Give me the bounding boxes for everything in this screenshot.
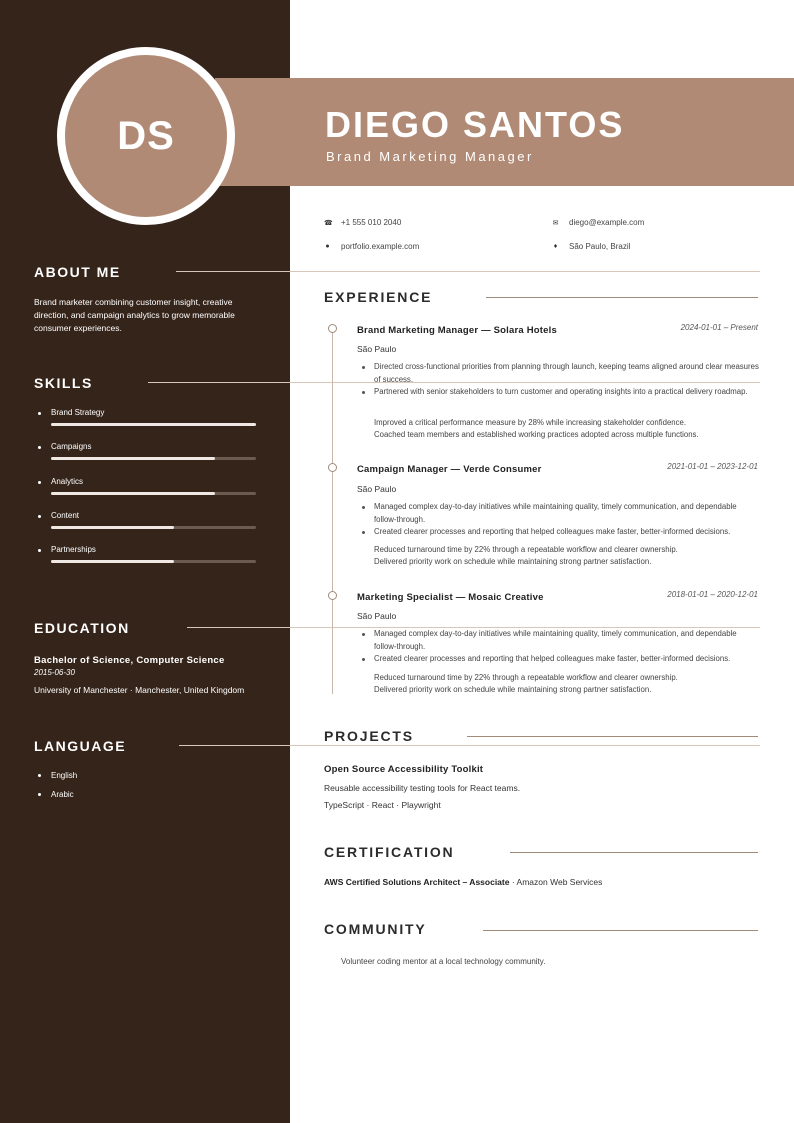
bullet-dot — [38, 774, 41, 777]
skill-label: Analytics — [51, 477, 84, 486]
job-bullet-text: Managed complex day-to-day initiatives while maintaining quality, timely communication, and dependable follow-through. — [374, 502, 737, 524]
about-text: Brand marketer combining customer insight, creative direction, and campaign analytics to grow memorable consumer experiences. — [34, 297, 235, 333]
job-title: Brand Marketing Manager — Solara Hotels — [357, 325, 557, 336]
community-divider — [483, 930, 758, 931]
skill-bar-fill — [51, 457, 215, 460]
skill-bar-fill — [51, 560, 174, 563]
link-icon: ● — [325, 243, 330, 250]
skill-label: Content — [51, 511, 80, 520]
certification-item — [324, 877, 602, 887]
skill-bar-fill — [51, 423, 256, 426]
job-achievement: Reduced turnaround time by 22% through a repeatable workflow and clearer ownership. — [374, 545, 678, 554]
bullet-dot — [362, 658, 365, 661]
skill-bar — [51, 423, 256, 426]
job-bullet — [374, 653, 760, 666]
education-date: 2015-06-30 — [34, 668, 75, 677]
skill-bar — [51, 560, 256, 563]
bullet-dot — [38, 793, 41, 796]
about-heading: ABOUT ME — [34, 264, 121, 280]
community-text: Volunteer coding mentor at a local technology community. — [341, 957, 546, 966]
project-tech: TypeScript · React · Playwright — [324, 800, 441, 810]
language-item — [38, 771, 77, 780]
job-bullet-text: Created clearer processes and reporting that helped colleagues make faster, better-informed decisions. — [374, 654, 731, 663]
bullet-dot — [362, 531, 365, 534]
contact-website[interactable] — [324, 242, 419, 251]
education-degree: Bachelor of Science, Computer Science — [34, 655, 225, 666]
project-title: Open Source Accessibility Toolkit — [324, 764, 484, 775]
timeline-node — [328, 591, 337, 600]
job-date: 2018-01-01 – 2020-12-01 — [667, 590, 758, 599]
job-title: Marketing Specialist — Mosaic Creative — [357, 592, 544, 603]
skill-bar — [51, 526, 256, 529]
contact-phone[interactable] — [324, 218, 401, 227]
avatar-initials: DS — [117, 113, 175, 158]
education-school: University of Manchester · Manchester, United Kingdom — [34, 685, 245, 695]
job-bullet — [374, 628, 760, 653]
skill-bar-fill — [51, 526, 174, 529]
contact-website-text: portfolio.example.com — [341, 242, 420, 251]
experience-divider — [486, 297, 758, 298]
language-label: Arabic — [51, 790, 74, 799]
bullet-dot — [362, 366, 365, 369]
certification-heading: CERTIFICATION — [324, 844, 455, 860]
job-location: São Paulo — [357, 344, 397, 354]
skill-label: Partnerships — [51, 545, 96, 554]
job-date: 2021-01-01 – 2023-12-01 — [667, 462, 758, 471]
language-label: English — [51, 771, 78, 780]
job-bullet — [374, 361, 760, 386]
job-achievement: Delivered priority work on schedule while maintaining strong partner satisfaction. — [374, 557, 652, 566]
job-bullet — [374, 501, 760, 526]
job-achievement: Delivered priority work on schedule while maintaining strong partner satisfaction. — [374, 685, 652, 694]
experience-timeline — [332, 326, 333, 694]
contact-email[interactable] — [552, 218, 644, 227]
bullet-dot — [38, 412, 41, 415]
projects-divider — [467, 736, 758, 737]
contact-location-text: São Paulo, Brazil — [569, 242, 631, 251]
avatar — [57, 47, 235, 225]
job-bullet — [374, 526, 760, 539]
language-item — [38, 790, 74, 799]
skill-label: Brand Strategy — [51, 408, 105, 417]
contact-location — [552, 242, 630, 251]
certification-issuer: · Amazon Web Services — [509, 877, 603, 887]
job-bullet-text: Created clearer processes and reporting that helped colleagues make faster, better-informed decisions. — [374, 527, 731, 536]
job-date: 2024-01-01 – Present — [680, 323, 758, 332]
projects-heading: PROJECTS — [324, 728, 414, 744]
bullet-dot — [362, 633, 365, 636]
education-heading: EDUCATION — [34, 620, 130, 636]
skill-bar — [51, 492, 256, 495]
about-divider — [176, 271, 760, 272]
language-heading: LANGUAGE — [34, 738, 127, 754]
phone-icon: ☎ — [324, 219, 333, 227]
skills-heading: SKILLS — [34, 375, 93, 391]
bullet-dot — [362, 391, 365, 394]
candidate-title: Brand Marketing Manager — [326, 149, 534, 164]
candidate-name: DIEGO SANTOS — [325, 104, 625, 145]
skill-bar — [51, 457, 256, 460]
bullet-dot — [38, 481, 41, 484]
contact-phone-text: +1 555 010 2040 — [341, 218, 402, 227]
job-bullet — [374, 386, 760, 399]
job-title: Campaign Manager — Verde Consumer — [357, 464, 542, 475]
certification-divider — [510, 852, 758, 853]
location-pin-icon: ♦ — [553, 243, 558, 250]
job-achievement: Coached team members and established working practices adopted across multiple functions. — [374, 430, 699, 439]
bullet-dot — [38, 515, 41, 518]
certification-name: AWS Certified Solutions Architect – Associate — [324, 877, 510, 887]
timeline-node — [328, 324, 337, 333]
language-divider — [179, 745, 760, 746]
job-location: São Paulo — [357, 611, 397, 621]
job-bullet-text: Directed cross-functional priorities from planning through launch, keeping teams aligned around clear measures of success. — [374, 362, 759, 384]
project-description: Reusable accessibility testing tools for React teams. — [324, 783, 521, 793]
envelope-icon: ✉ — [552, 219, 559, 227]
skill-bar-fill — [51, 492, 215, 495]
experience-heading: EXPERIENCE — [324, 289, 433, 305]
community-heading: COMMUNITY — [324, 921, 427, 937]
job-bullet-text: Partnered with senior stakeholders to turn customer and operating insights into a practical delivery roadmap. — [374, 387, 748, 396]
bullet-dot — [38, 446, 41, 449]
timeline-node — [328, 463, 337, 472]
job-achievement: Reduced turnaround time by 22% through a repeatable workflow and clearer ownership. — [374, 673, 678, 682]
bullet-dot — [38, 549, 41, 552]
job-achievement: Improved a critical performance measure by 28% while increasing stakeholder confidence. — [374, 418, 687, 427]
job-bullet-text: Managed complex day-to-day initiatives while maintaining quality, timely communication, and dependable follow-through. — [374, 629, 737, 651]
contact-email-text: diego@example.com — [569, 218, 645, 227]
skill-label: Campaigns — [51, 442, 92, 451]
bullet-dot — [362, 506, 365, 509]
job-location: São Paulo — [357, 484, 397, 494]
